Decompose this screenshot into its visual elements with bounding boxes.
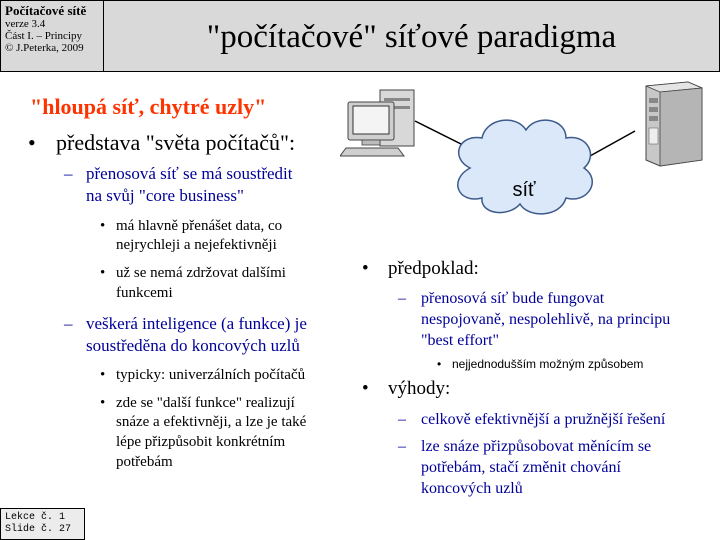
course-info-box <box>0 0 104 72</box>
left-sub-4-line-3: lépe přizpůsobit konkrétním <box>116 434 286 450</box>
left-dash-2-line-1: veškerá inteligence (a funkce) je <box>86 314 307 333</box>
right-dash-2: celkově efektivnější a pružnější řešení <box>421 411 666 428</box>
course-author: © J.Peterka, 2009 <box>5 42 84 54</box>
course-part: Část I. – Principy <box>5 30 82 42</box>
left-bullet-1: představa "světa počítačů": <box>56 130 296 155</box>
left-sub-marker-2: • <box>100 265 106 281</box>
right-sub-1: nejjednodušším možným způsobem <box>452 357 644 371</box>
right-dash-1-line-3: "best effort" <box>421 332 500 349</box>
left-dash-2-line-2: soustředěna do koncových uzlů <box>86 336 300 355</box>
right-dash-marker-2: – <box>398 411 406 428</box>
left-dash-1-line-2: na svůj "core business" <box>86 186 244 205</box>
left-sub-2-line-1: už se nemá zdržovat dalšími <box>116 265 286 281</box>
left-sub-1-line-2: nejrychleji a nejefektivněji <box>116 237 277 253</box>
left-sub-marker-3: • <box>100 367 106 383</box>
right-bullet-marker-1: • <box>362 258 369 279</box>
left-sub-marker-1: • <box>100 218 106 234</box>
left-sub-marker-4: • <box>100 395 106 411</box>
left-dash-marker-1: – <box>64 164 73 183</box>
left-sub-4-line-2: snáze a efektivněji, a lze je také <box>116 414 307 430</box>
network-diagram <box>340 76 720 266</box>
left-bullet-marker: • <box>28 130 36 155</box>
right-dash-marker-3: – <box>398 438 406 455</box>
right-dash-3-line-2: potřebám, stačí změnit chování <box>421 459 621 476</box>
left-dash-marker-2: – <box>64 314 73 333</box>
right-dash-1-line-1: přenosová síť bude fungovat <box>421 290 605 307</box>
left-sub-2-line-2: funkcemi <box>116 285 173 301</box>
left-sub-1-line-1: má hlavně přenášet data, co <box>116 218 283 234</box>
left-sub-4-line-4: potřebám <box>116 454 173 470</box>
right-bullet-1: předpoklad: <box>388 258 479 279</box>
right-bullet-2: výhody: <box>388 378 451 399</box>
left-sub-4-line-1: zde se "další funkce" realizují <box>116 395 295 411</box>
slide-number: Slide č. 27 <box>5 524 72 535</box>
slide-title: "počítačové" síťové paradigma <box>206 19 617 55</box>
right-dash-3-line-1: lze snáze přizpůsobovat měnícím se <box>421 438 652 455</box>
right-sub-marker-1: • <box>437 357 442 371</box>
course-version: verze 3.4 <box>5 18 46 30</box>
left-sub-3: typicky: univerzálních počítačů <box>116 367 306 383</box>
slide-footer <box>0 508 85 540</box>
cloud-label: síť <box>512 179 536 201</box>
right-dash-marker-1: – <box>398 290 406 307</box>
right-bullet-marker-2: • <box>362 378 369 399</box>
server-tower-icon <box>646 82 702 166</box>
course-name: Počítačové sítě <box>5 3 87 18</box>
desktop-computer-icon <box>340 90 414 156</box>
slide-subtitle: "hloupá síť, chytré uzly" <box>30 94 267 119</box>
lesson-number: Lekce č. 1 <box>5 512 66 523</box>
left-dash-1-line-1: přenosová síť se má soustředit <box>86 164 293 183</box>
right-dash-3-line-3: koncových uzlů <box>421 480 523 497</box>
title-bar <box>104 0 720 72</box>
right-dash-1-line-2: nespojovaně, nespolehlivě, na principu <box>421 311 671 328</box>
